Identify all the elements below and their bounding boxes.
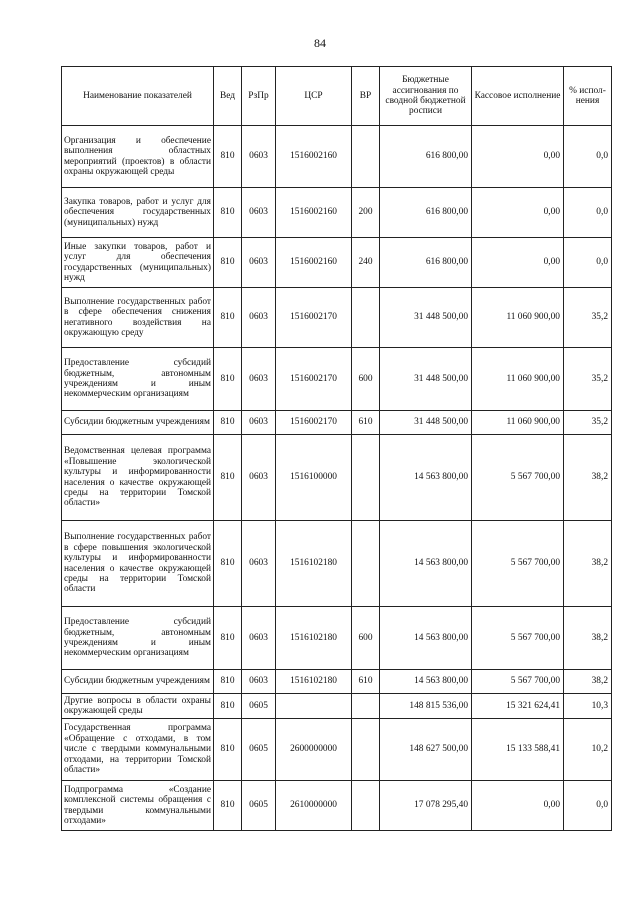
- row-name: Выполнение государственных работ в сфере обеспечения снижения негативного воздействия на окружающую среду: [62, 288, 214, 348]
- row-cash: 15 133 588,41: [472, 719, 564, 781]
- table-row: [62, 288, 612, 348]
- row-ved: 810: [214, 348, 242, 411]
- row-ved: 810: [214, 126, 242, 188]
- row-csr: 1516102180: [276, 670, 352, 694]
- header-rzpr: РзПр: [242, 67, 276, 126]
- table-row: [62, 188, 612, 238]
- row-budget: 17 078 295,40: [380, 781, 472, 831]
- row-rzpr: 0603: [242, 435, 276, 521]
- row-vr: 200: [352, 188, 380, 238]
- row-cash: 11 060 900,00: [472, 411, 564, 435]
- table-row: [62, 435, 612, 521]
- row-csr: 1516002160: [276, 238, 352, 288]
- table-header-row: [62, 67, 612, 126]
- row-vr: [352, 521, 380, 607]
- row-vr: 610: [352, 670, 380, 694]
- row-budget: 616 800,00: [380, 188, 472, 238]
- row-pct: 38,2: [564, 670, 612, 694]
- row-cash: 0,00: [472, 781, 564, 831]
- row-vr: 240: [352, 238, 380, 288]
- table-row: [62, 411, 612, 435]
- row-ved: 810: [214, 288, 242, 348]
- row-csr: 1516002160: [276, 188, 352, 238]
- table-row: [62, 670, 612, 694]
- row-name: Закупка товаров, работ и услуг для обеспечения государственных (муниципальных) нужд: [62, 188, 214, 238]
- row-csr: 2600000000: [276, 719, 352, 781]
- row-budget: 616 800,00: [380, 238, 472, 288]
- row-budget: 616 800,00: [380, 126, 472, 188]
- row-name: Субсидии бюджетным учреждениям: [62, 411, 214, 435]
- row-rzpr: 0603: [242, 126, 276, 188]
- page-number: 84: [314, 36, 326, 50]
- row-rzpr: 0605: [242, 781, 276, 831]
- row-ved: 810: [214, 435, 242, 521]
- row-name: Предоставление субсидий бюджетным, автономным учреждениям и иным некоммерческим организациям: [62, 348, 214, 411]
- header-cash: Кассовое исполнение: [472, 67, 564, 126]
- table-row: [62, 521, 612, 607]
- row-csr: 1516102180: [276, 521, 352, 607]
- row-budget: 14 563 800,00: [380, 607, 472, 670]
- row-ved: 810: [214, 670, 242, 694]
- row-pct: 0,0: [564, 781, 612, 831]
- row-budget: 31 448 500,00: [380, 288, 472, 348]
- table-row: [62, 694, 612, 719]
- row-csr: 2610000000: [276, 781, 352, 831]
- row-vr: [352, 719, 380, 781]
- row-name: Предоставление субсидий бюджетным, автономным учреждениям и иным некоммерческим организациям: [62, 607, 214, 670]
- row-pct: 35,2: [564, 288, 612, 348]
- row-pct: 0,0: [564, 126, 612, 188]
- row-budget: 148 627 500,00: [380, 719, 472, 781]
- header-csr: ЦСР: [276, 67, 352, 126]
- table-row: [62, 238, 612, 288]
- row-rzpr: 0603: [242, 348, 276, 411]
- row-rzpr: 0603: [242, 670, 276, 694]
- row-vr: 610: [352, 411, 380, 435]
- row-budget: 148 815 536,00: [380, 694, 472, 719]
- row-budget: 31 448 500,00: [380, 411, 472, 435]
- row-pct: 10,2: [564, 719, 612, 781]
- row-rzpr: 0603: [242, 188, 276, 238]
- row-vr: [352, 288, 380, 348]
- row-rzpr: 0605: [242, 694, 276, 719]
- row-budget: 14 563 800,00: [380, 435, 472, 521]
- row-cash: 0,00: [472, 188, 564, 238]
- row-budget: 31 448 500,00: [380, 348, 472, 411]
- row-vr: [352, 126, 380, 188]
- row-cash: 0,00: [472, 126, 564, 188]
- table-row: [62, 719, 612, 781]
- row-csr: [276, 694, 352, 719]
- row-pct: 0,0: [564, 238, 612, 288]
- row-cash: 5 567 700,00: [472, 607, 564, 670]
- table-row: [62, 126, 612, 188]
- row-name: Подпрограмма «Создание комплексной системы обращения с твердыми коммунальными отходами»: [62, 781, 214, 831]
- budget-table: [61, 66, 612, 831]
- row-name: Ведомственная целевая программа «Повышение экологической культуры и информированности населения о качестве окружающей среды на территории Томской области»: [62, 435, 214, 521]
- row-rzpr: 0603: [242, 288, 276, 348]
- row-ved: 810: [214, 238, 242, 288]
- row-rzpr: 0605: [242, 719, 276, 781]
- row-cash: 5 567 700,00: [472, 670, 564, 694]
- table-row: [62, 607, 612, 670]
- table-row: [62, 781, 612, 831]
- header-ved: Вед: [214, 67, 242, 126]
- row-ved: 810: [214, 188, 242, 238]
- row-ved: 810: [214, 719, 242, 781]
- row-pct: 35,2: [564, 348, 612, 411]
- row-cash: 0,00: [472, 238, 564, 288]
- row-ved: 810: [214, 607, 242, 670]
- row-name: Государственная программа «Обращение с отходами, в том числе с твердыми коммунальными отходами, на территории Томской области»: [62, 719, 214, 781]
- header-budget: Бюджетные ассигнования по сводной бюджетной росписи: [380, 67, 472, 126]
- row-csr: 1516100000: [276, 435, 352, 521]
- row-pct: 38,2: [564, 607, 612, 670]
- row-name: Выполнение государственных работ в сфере повышения экологической культуры и информированности населения о качестве окружающей среды на территории Томской области: [62, 521, 214, 607]
- row-rzpr: 0603: [242, 238, 276, 288]
- row-cash: 15 321 624,41: [472, 694, 564, 719]
- row-budget: 14 563 800,00: [380, 521, 472, 607]
- row-csr: 1516002170: [276, 411, 352, 435]
- row-csr: 1516002170: [276, 288, 352, 348]
- row-cash: 5 567 700,00: [472, 521, 564, 607]
- row-pct: 0,0: [564, 188, 612, 238]
- row-cash: 11 060 900,00: [472, 288, 564, 348]
- row-ved: 810: [214, 521, 242, 607]
- row-ved: 810: [214, 694, 242, 719]
- row-csr: 1516102180: [276, 607, 352, 670]
- row-vr: [352, 781, 380, 831]
- header-name: Наименование показателей: [62, 67, 214, 126]
- row-rzpr: 0603: [242, 521, 276, 607]
- row-ved: 810: [214, 411, 242, 435]
- row-pct: 10,3: [564, 694, 612, 719]
- row-budget: 14 563 800,00: [380, 670, 472, 694]
- row-pct: 38,2: [564, 521, 612, 607]
- row-name: Другие вопросы в области охраны окружающей среды: [62, 694, 214, 719]
- row-name: Иные закупки товаров, работ и услуг для обеспечения государственных (муниципальных) нужд: [62, 238, 214, 288]
- row-rzpr: 0603: [242, 411, 276, 435]
- row-name: Организация и обеспечение выполнения областных мероприятий (проектов) в области охраны окружающей среды: [62, 126, 214, 188]
- row-vr: [352, 435, 380, 521]
- row-name: Субсидии бюджетным учреждениям: [62, 670, 214, 694]
- row-csr: 1516002170: [276, 348, 352, 411]
- row-cash: 11 060 900,00: [472, 348, 564, 411]
- row-pct: 38,2: [564, 435, 612, 521]
- header-vr: ВР: [352, 67, 380, 126]
- row-csr: 1516002160: [276, 126, 352, 188]
- table-row: [62, 348, 612, 411]
- row-rzpr: 0603: [242, 607, 276, 670]
- row-ved: 810: [214, 781, 242, 831]
- row-vr: 600: [352, 607, 380, 670]
- row-vr: [352, 694, 380, 719]
- header-pct: % испол-нения: [564, 67, 612, 126]
- row-cash: 5 567 700,00: [472, 435, 564, 521]
- row-vr: 600: [352, 348, 380, 411]
- row-pct: 35,2: [564, 411, 612, 435]
